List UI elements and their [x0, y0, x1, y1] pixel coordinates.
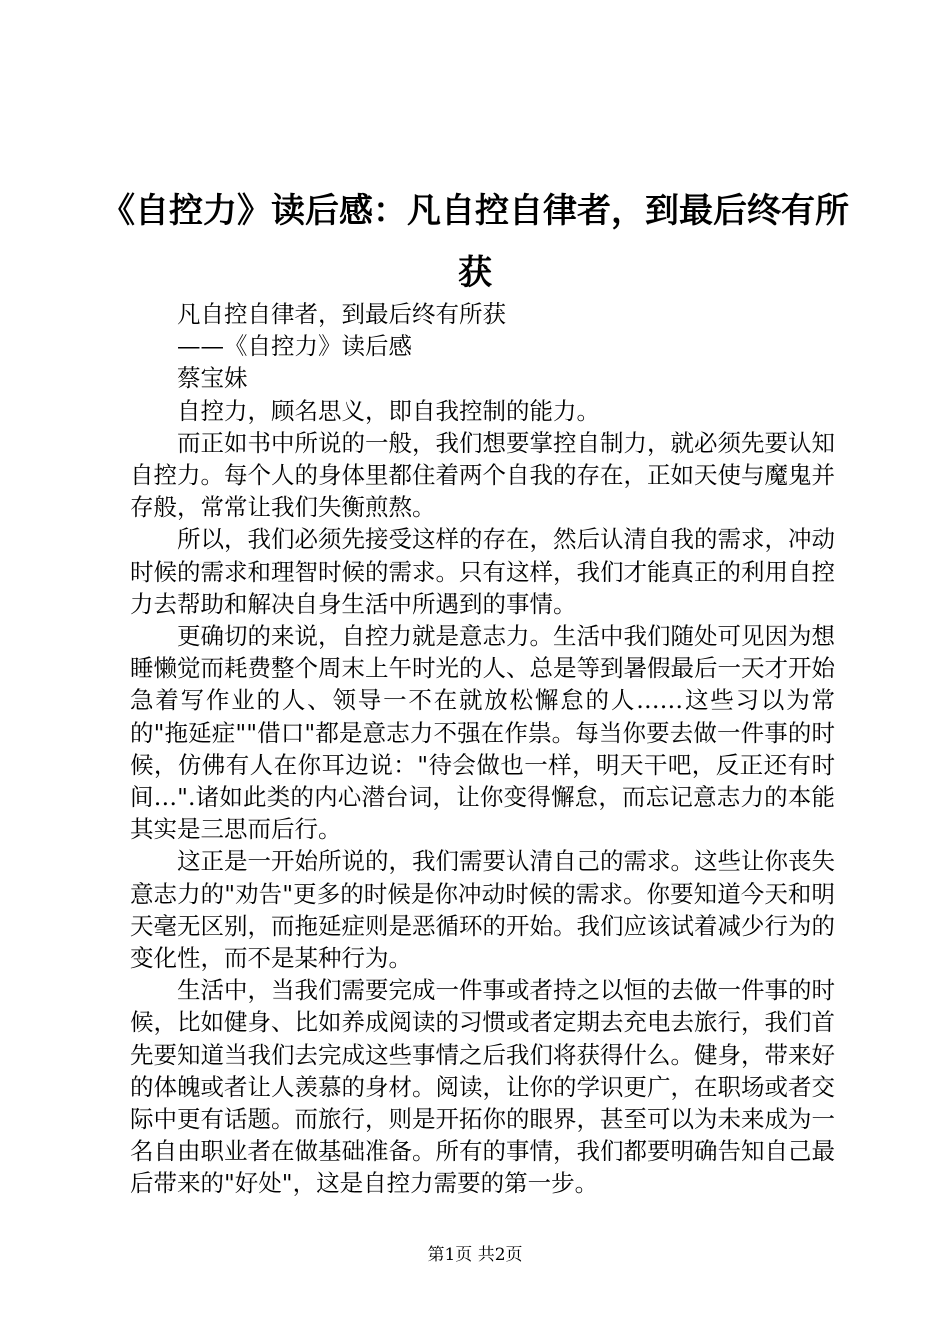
paragraph: 所以，我们必须先接受这样的存在，然后认清自我的需求，冲动时候的需求和理智时候的需求。只有这样，我们才能真正的利用自控力去帮助和解决自身生活中所遇到的事情。 [130, 525, 835, 618]
paragraph: 这正是一开始所说的，我们需要认清自己的需求。这些让你丧失意志力的"劝告"更多的时候是你冲动时候的需求。你要知道今天和明天毫无区别，而拖延症则是恶循环的开始。我们应该试着减少行为的变化性，而不是某种行为。 [130, 847, 835, 973]
paragraph: 自控力，顾名思义，即自我控制的能力。 [177, 396, 600, 425]
subtitle-book: ——《自控力》读后感 [177, 332, 412, 361]
author-name: 蔡宝妹 [177, 364, 248, 393]
page-footer: 第1页 共2页 [427, 1245, 523, 1265]
paragraph: 更确切的来说，自控力就是意志力。生活中我们随处可见因为想睡懒觉而耗费整个周末上午时光的人、总是等到暑假最后一天才开始急着写作业的人、领导一不在就放松懈怠的人……这些习以为常的"拖延症""借口"都是意志力不强在作祟。每当你要去做一件事的时候，仿佛有人在你耳边说："待会做也一样，明天干吧，反正还有时间…".诸如此类的内心潜台词，让你变得懈怠，而忘记意志力的本能其实是三思而后行。 [130, 622, 835, 844]
document-title: 《自控力》读后感：凡自控自律者，到最后终有所获 [101, 191, 849, 293]
paragraph: 生活中，当我们需要完成一件事或者持之以恒的去做一件事的时候，比如健身、比如养成阅读的习惯或者定期去充电去旅行，我们首先要知道当我们去完成这些事情之后我们将获得什么。健身，带来好的体魄或者让人羡慕的身材。阅读，让你的学识更广，在职场或者交际中更有话题。而旅行，则是开拓你的眼界，甚至可以为未来成为一名自由职业者在做基础准备。所有的事情，我们都要明确告知自己最后带来的"好处"，这是自控力需要的第一步。 [130, 976, 835, 1198]
paragraph: 而正如书中所说的一般，我们想要掌控自制力，就必须先要认知自控力。每个人的身体里都住着两个自我的存在，正如天使与魔鬼并存般，常常让我们失衡煎熬。 [130, 428, 835, 522]
document-body [130, 298, 835, 1200]
subtitle-line: 凡自控自律者，到最后终有所获 [177, 300, 506, 328]
